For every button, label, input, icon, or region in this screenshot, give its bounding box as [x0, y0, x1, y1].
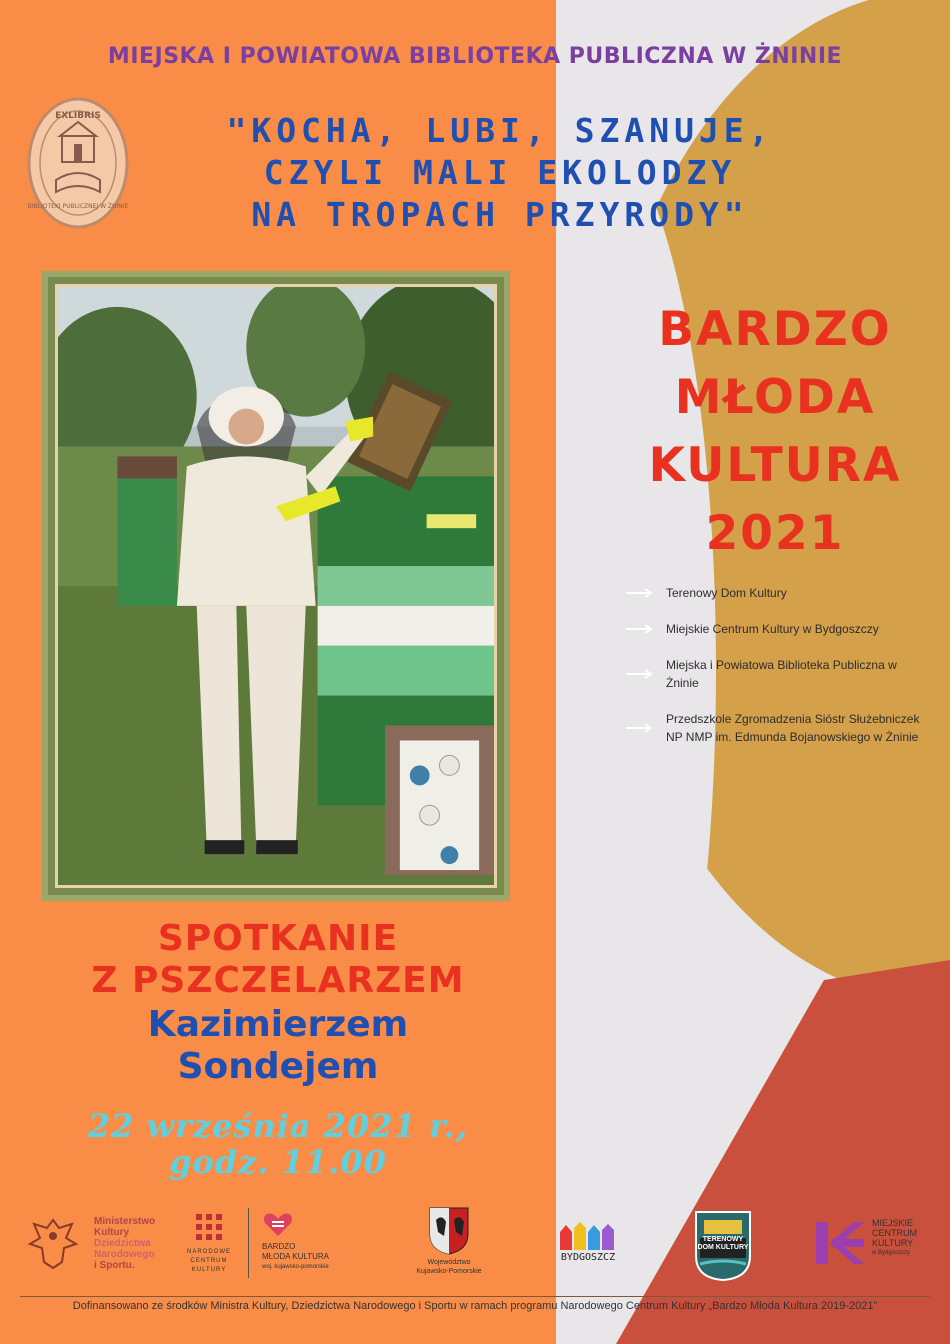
program-title-line-3: NA TROPACH PRZYRODY" — [251, 195, 749, 234]
partner-label: Terenowy Dom Kultury — [666, 586, 787, 600]
event-datetime — [0, 1108, 556, 1180]
program-brand-line-1: BARDZO — [658, 302, 892, 357]
partner-item — [626, 656, 926, 692]
partners-list — [626, 584, 926, 764]
nck-line-3: KULTURY — [191, 1267, 227, 1273]
voivodeship-coat-of-arms-icon — [428, 1206, 470, 1256]
event-title-line-2: Z PSZCZELARZEM — [91, 960, 465, 1001]
bydgoszcz-logo-text: BYDGOSZCZ — [560, 1252, 616, 1263]
bmk-heart-logo-icon — [262, 1212, 294, 1238]
ministry-line-4: Narodowego — [94, 1249, 155, 1260]
exlibris-stamp-logo — [26, 96, 130, 230]
program-brand-line-2: MŁODA — [674, 370, 876, 425]
mck-line-4: w Bydgoszczy — [872, 1250, 911, 1256]
tdk-line-1: TERENOWY — [702, 1236, 744, 1243]
bmk-logo-line-2: MŁODA KULTURA — [262, 1252, 329, 1261]
terenowy-dom-kultury-text — [692, 1236, 754, 1252]
mck-logo-text — [872, 1218, 942, 1258]
guest-name — [0, 1004, 556, 1088]
ministry-line-5: i Sportu. — [94, 1260, 135, 1271]
program-brand-line-3: KULTURA — [648, 438, 902, 493]
guest-name-line-2: Sondejem — [177, 1046, 379, 1087]
nck-line-2: CENTRUM — [190, 1258, 228, 1264]
beekeeper-photo — [55, 284, 497, 888]
exlibris-top-text: EXLIBRIS — [55, 111, 101, 121]
event-title-line-1: SPOTKANIE — [157, 918, 399, 959]
ministry-line-3: Dziedzictwa — [94, 1238, 151, 1249]
event-title — [0, 918, 556, 1002]
library-header: MIEJSKA I POWIATOWA BIBLIOTEKA PUBLICZNA W ŻNINIE — [107, 44, 843, 69]
beekeeper-photo-frame — [42, 271, 510, 901]
guest-name-line-1: Kazimierzem — [147, 1004, 409, 1045]
bmk-logo-text — [262, 1242, 362, 1272]
partner-item — [626, 584, 926, 602]
beekeeper-photo-illustration — [58, 287, 494, 885]
nck-logo-icon — [194, 1212, 224, 1242]
exlibris-ring-text: BIBLIOTEKI PUBLICZNEJ W ŻNINIE — [27, 203, 129, 210]
arrow-right-icon — [626, 723, 654, 733]
partner-label: Miejskie Centrum Kultury w Bydgoszczy — [666, 622, 879, 636]
event-time: godz. 11.00 — [169, 1143, 387, 1181]
partner-label: Miejska i Powiatowa Biblioteka Publiczna w Żninie — [666, 658, 897, 690]
sponsor-logos-row — [0, 1200, 950, 1290]
mck-line-3: KULTURY — [872, 1238, 914, 1248]
mck-line-1: MIEJSKIE — [872, 1218, 914, 1228]
voivodeship-line-2: Kujawsko-Pomorskie — [416, 1268, 482, 1275]
arrow-right-icon — [626, 624, 654, 634]
partner-label: Przedszkole Zgromadzenia Sióstr Służebniczek NP NMP im. Edmunda Bojanowskiego w Żninie — [666, 712, 920, 744]
event-date: 22 września 2021 r., — [87, 1107, 469, 1145]
partner-item — [626, 710, 926, 746]
mck-logo-icon — [814, 1220, 866, 1266]
program-brand-line-4: 2021 — [705, 506, 845, 561]
arrow-right-icon — [626, 588, 654, 598]
bydgoszcz-houses-icon — [556, 1222, 626, 1252]
voivodeship-logo-text — [404, 1258, 494, 1276]
polish-eagle-emblem-icon — [26, 1214, 80, 1274]
ministry-line-2: Kultury — [94, 1227, 129, 1238]
arrow-right-icon — [626, 669, 654, 679]
ministry-line-1: Ministerstwo — [94, 1216, 156, 1227]
program-brand-title — [630, 296, 920, 568]
footer-divider — [20, 1296, 930, 1297]
bmk-logo-line-3: woj. kujawsko-pomorskie — [262, 1264, 329, 1270]
partner-item — [626, 620, 926, 638]
program-title — [150, 110, 850, 236]
tdk-line-2: DOM KULTURY — [697, 1244, 749, 1251]
bmk-logo-line-1: BARDZO — [262, 1242, 296, 1251]
logo-divider — [248, 1208, 249, 1278]
mck-line-2: CENTRUM — [872, 1228, 917, 1238]
program-title-line-1: "KOCHA, LUBI, SZANUJE, — [226, 111, 774, 150]
funding-footer: Dofinansowano ze środków Ministra Kultury, Dziedzictwa Narodowego i Sportu w ramach programu Narodowego Centrum Kultury „Bardzo Młoda Kultura 2019-2021” — [72, 1300, 878, 1312]
nck-logo-text — [186, 1248, 232, 1275]
program-title-line-2: CZYLI MALI EKOLODZY — [263, 153, 737, 192]
nck-line-1: NARODOWE — [187, 1249, 231, 1255]
ministry-logo-text — [94, 1216, 174, 1271]
voivodeship-line-1: Województwo — [427, 1259, 471, 1266]
